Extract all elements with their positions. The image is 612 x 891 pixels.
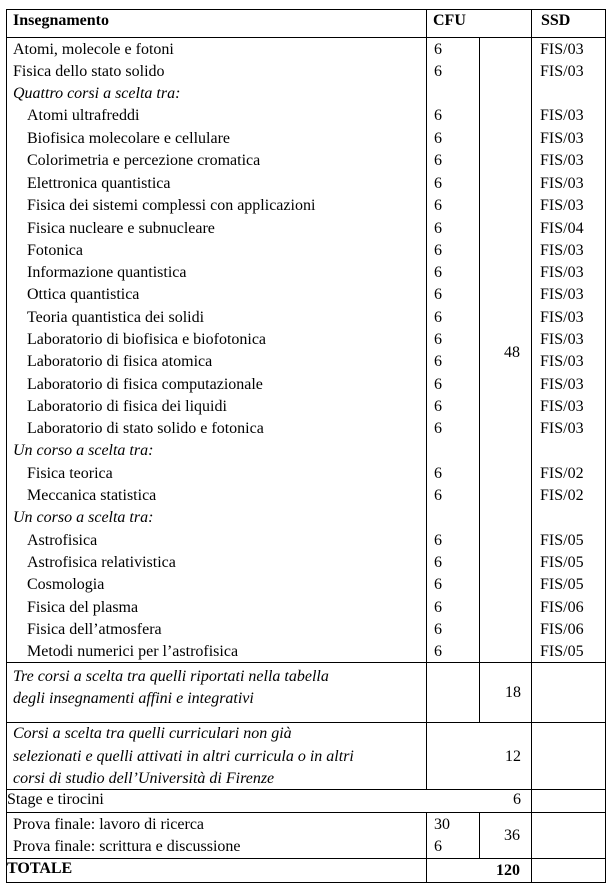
option-label: Laboratorio di biofisica e biofotonica	[27, 331, 267, 348]
header-bottom-border	[6, 37, 606, 38]
header-course: Insegnamento	[13, 12, 110, 29]
stage-label: Stage e tirocini	[7, 791, 104, 808]
course-cfu: 6	[434, 63, 442, 80]
option-label: Laboratorio di stato solido e fotonica	[27, 420, 264, 437]
affini-cfu: 18	[505, 684, 521, 701]
option-cfu: 6	[434, 398, 442, 415]
table-right-border	[605, 9, 606, 883]
affini-label-line: degli insegnamenti affini e integrativi	[13, 690, 254, 707]
option-label: Fisica nucleare e subnucleare	[27, 220, 215, 237]
course-cfu: 6	[434, 41, 442, 58]
option-ssd: FIS/03	[540, 242, 584, 259]
option-cfu: 6	[434, 197, 442, 214]
option-label: Fotonica	[27, 242, 83, 259]
stage-bottom-border	[6, 812, 606, 813]
option-ssd: FIS/05	[540, 643, 584, 660]
prova-cfu: 6	[434, 838, 442, 855]
group-heading: Un corso a scelta tra:	[13, 442, 154, 459]
option-cfu: 6	[434, 487, 442, 504]
option-label: Teoria quantistica dei solidi	[27, 309, 205, 326]
total-cfu: 120	[496, 862, 520, 879]
course-label: Atomi, molecole e fotoni	[13, 41, 174, 58]
affini-label-line: Tre corsi a scelta tra quelli riportati nella tabella	[13, 668, 329, 685]
option-ssd: FIS/03	[540, 353, 584, 370]
liberi-bottom-border	[6, 789, 606, 790]
option-label: Meccanica statistica	[27, 487, 157, 504]
option-label: Metodi numerici per l’astrofisica	[27, 643, 239, 660]
cfu-inner-border-affini	[479, 662, 480, 723]
ssd-column-border	[531, 37, 532, 883]
option-ssd: FIS/03	[540, 331, 584, 348]
total-label: TOTALE	[7, 860, 73, 877]
prova-cfu-total: 36	[504, 827, 520, 844]
cfu-inner-border	[479, 37, 480, 663]
option-ssd: FIS/03	[540, 398, 584, 415]
option-cfu: 6	[434, 643, 442, 660]
option-label: Fisica del plasma	[27, 599, 139, 616]
option-ssd: FIS/04	[540, 220, 584, 237]
option-ssd: FIS/02	[540, 487, 584, 504]
group-heading: Quattro corsi a scelta tra:	[13, 85, 181, 102]
option-label: Fisica dell’atmosfera	[27, 621, 162, 638]
option-cfu: 6	[434, 175, 442, 192]
table-left-border	[6, 9, 7, 883]
header-cfu: CFU	[433, 12, 466, 29]
option-label: Astrofisica relativistica	[27, 554, 176, 571]
option-cfu: 6	[434, 107, 442, 124]
table-top-border	[6, 9, 606, 10]
option-cfu: 6	[434, 309, 442, 326]
option-cfu: 6	[434, 286, 442, 303]
liberi-label-line: corsi di studio dell’Università di Firenze	[13, 770, 275, 787]
affini-bottom-border	[6, 722, 606, 723]
option-cfu: 6	[434, 152, 442, 169]
option-label: Laboratorio di fisica computazionale	[27, 376, 263, 393]
option-block-bottom-border	[6, 662, 606, 663]
option-ssd: FIS/03	[540, 175, 584, 192]
course-label: Fisica dello stato solido	[13, 63, 165, 80]
option-ssd: FIS/03	[540, 152, 584, 169]
course-ssd: FIS/03	[540, 41, 584, 58]
option-cfu: 6	[434, 576, 442, 593]
option-cfu: 6	[434, 376, 442, 393]
option-cfu: 6	[434, 532, 442, 549]
option-cfu: 6	[434, 465, 442, 482]
course-column-border-lower	[426, 812, 427, 883]
option-label: Astrofisica	[27, 532, 98, 549]
liberi-label-line: Corsi a scelta tra quelli curriculari non già	[13, 725, 292, 742]
prova-bottom-border	[6, 858, 606, 859]
option-ssd: FIS/03	[540, 107, 584, 124]
option-cfu: 6	[434, 264, 442, 281]
prova-label: Prova finale: lavoro di ricerca	[13, 816, 205, 833]
prova-label: Prova finale: scrittura e discussione	[13, 838, 241, 855]
option-cfu: 6	[434, 420, 442, 437]
course-column-border	[426, 9, 427, 790]
option-cfu: 6	[434, 599, 442, 616]
option-ssd: FIS/06	[540, 599, 584, 616]
option-ssd: FIS/05	[540, 532, 584, 549]
stage-cfu: 6	[513, 791, 521, 808]
liberi-cfu: 12	[505, 748, 521, 765]
course-ssd: FIS/03	[540, 63, 584, 80]
header-ssd: SSD	[541, 12, 571, 29]
option-label: Elettronica quantistica	[27, 175, 171, 192]
option-label: Atomi ultrafreddi	[27, 107, 140, 124]
option-ssd: FIS/03	[540, 309, 584, 326]
option-label: Fisica dei sistemi complessi con applicazioni	[27, 197, 316, 214]
option-ssd: FIS/02	[540, 465, 584, 482]
option-cfu: 6	[434, 242, 442, 259]
option-cfu: 6	[434, 220, 442, 237]
option-label: Ottica quantistica	[27, 286, 140, 303]
option-label: Laboratorio di fisica dei liquidi	[27, 398, 227, 415]
prova-cfu: 30	[434, 816, 450, 833]
option-cfu: 6	[434, 130, 442, 147]
option-ssd: FIS/03	[540, 420, 584, 437]
option-label: Cosmologia	[27, 576, 105, 593]
option-ssd: FIS/03	[540, 197, 584, 214]
group-heading: Un corso a scelta tra:	[13, 509, 154, 526]
block-cfu-total: 48	[504, 344, 520, 361]
option-label: Informazione quantistica	[27, 264, 187, 281]
option-label: Biofisica molecolare e cellulare	[27, 130, 231, 147]
option-ssd: FIS/03	[540, 264, 584, 281]
option-ssd: FIS/03	[540, 376, 584, 393]
option-cfu: 6	[434, 331, 442, 348]
table-bottom-border	[6, 882, 606, 883]
option-cfu: 6	[434, 554, 442, 571]
ssd-column-border-top	[531, 9, 532, 38]
option-cfu: 6	[434, 621, 442, 638]
option-ssd: FIS/03	[540, 130, 584, 147]
liberi-label-line: selezionati e quelli attivati in altri curricula o in altri	[13, 748, 354, 765]
option-ssd: FIS/06	[540, 621, 584, 638]
option-label: Laboratorio di fisica atomica	[27, 353, 213, 370]
option-ssd: FIS/05	[540, 554, 584, 571]
option-label: Fisica teorica	[27, 465, 113, 482]
option-label: Colorimetria e percezione cromatica	[27, 152, 261, 169]
option-ssd: FIS/03	[540, 286, 584, 303]
cfu-inner-border-prova	[479, 812, 480, 859]
option-cfu: 6	[434, 353, 442, 370]
option-ssd: FIS/05	[540, 576, 584, 593]
